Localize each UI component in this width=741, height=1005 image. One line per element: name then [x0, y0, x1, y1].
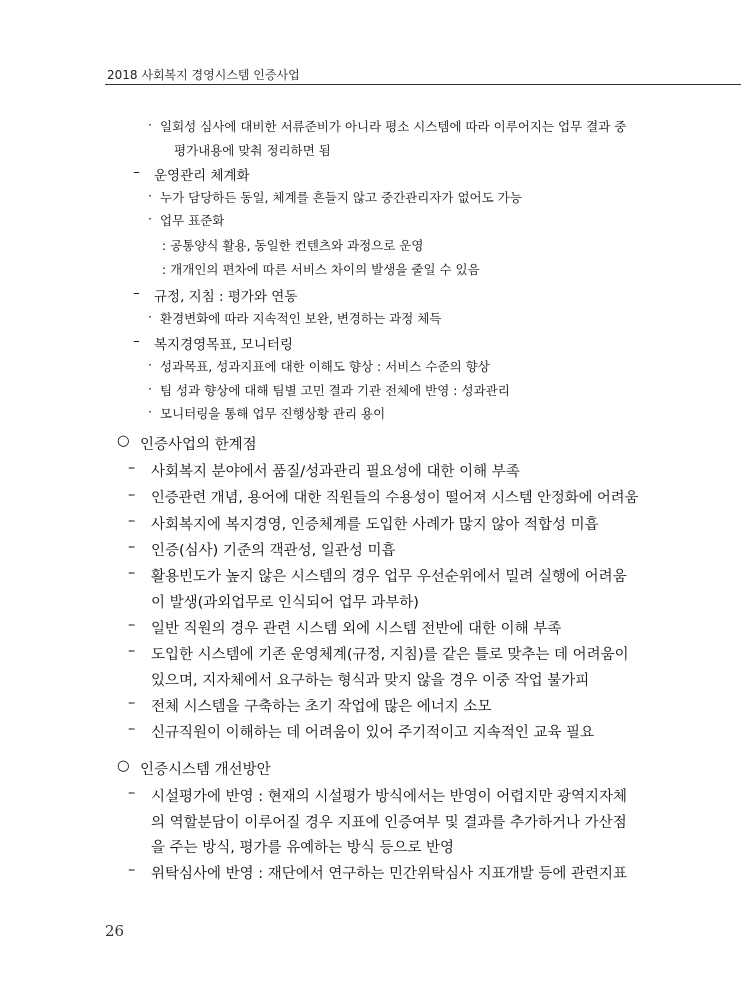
dot-marker: ·: [148, 404, 152, 419]
circle-marker: ○: [117, 433, 130, 449]
dash-marker: –: [128, 785, 136, 801]
section-heading: 인증시스템 개선방안: [140, 762, 271, 778]
list-item-cont: 의 역할분담이 이루어질 경우 지표에 인증여부 및 결과를 추가하거나 가산점: [151, 815, 627, 831]
list-item: 일반 직원의 경우 관련 시스템 외에 시스템 전반에 대한 이해 부족: [151, 621, 562, 637]
list-item-cont: 을 주는 방식, 평가를 유예하는 방식 등으로 반영: [151, 840, 455, 856]
dot-marker: ·: [148, 357, 152, 372]
bullet-text: 모니터링을 통해 업무 진행상황 관리 용이: [160, 406, 386, 421]
dot-marker: ·: [148, 309, 152, 324]
sub-heading: 운영관리 체계화: [154, 168, 250, 184]
dash-marker: –: [128, 643, 136, 659]
running-header: 2018 사회복지 경영시스템 인증사업: [107, 68, 300, 82]
list-item: 활용빈도가 높지 않은 시스템의 경우 업무 우선순위에서 밀려 실행에 어려움: [151, 569, 627, 585]
dot-marker: ·: [148, 381, 152, 396]
dot-marker: ·: [148, 117, 152, 132]
detail-text: : 개개인의 편차에 따른 서비스 차이의 발생을 줄일 수 있음: [162, 262, 480, 277]
list-item: 위탁심사에 반영 : 재단에서 연구하는 민간위탁심사 지표개발 등에 관련지표: [151, 866, 627, 882]
dash-marker: –: [128, 617, 136, 633]
bullet-text: 일회성 심사에 대비한 서류준비가 아니라 평소 시스템에 따라 이루어지는 업무 결과 중: [160, 119, 627, 134]
list-item: 사회복지에 복지경영, 인증체계를 도입한 사례가 많지 않아 적합성 미흡: [151, 517, 599, 533]
list-item: 인증관련 개념, 용어에 대한 직원들의 수용성이 떨어져 시스템 안정화에 어려움: [151, 490, 639, 506]
sub-heading: 복지경영목표, 모니터링: [154, 337, 293, 353]
header-rule: [105, 84, 741, 85]
list-item: 전체 시스템을 구축하는 초기 작업에 많은 에너지 소모: [151, 699, 492, 715]
dash-marker: –: [128, 460, 136, 476]
dash-marker: –: [128, 487, 136, 503]
list-item: 사회복지 분야에서 품질/성과관리 필요성에 대한 이해 부족: [151, 464, 520, 480]
dash-marker: –: [128, 721, 136, 737]
list-item: 인증(심사) 기준의 객관성, 일관성 미흡: [151, 543, 396, 559]
section-heading: 인증사업의 한계점: [140, 437, 257, 453]
dot-marker: ·: [148, 211, 152, 226]
list-item-cont: 있으며, 지자체에서 요구하는 형식과 맞지 않을 경우 이중 작업 불가피: [151, 673, 590, 689]
list-item: 시설평가에 반영 : 현재의 시설평가 방식에서는 반영이 어렵지만 광역지자체: [151, 789, 627, 805]
dash-marker: –: [128, 695, 136, 711]
bullet-text-cont: 평가내용에 맞춰 정리하면 됨: [174, 143, 331, 158]
dash-marker: –: [128, 539, 136, 555]
dash-marker: –: [133, 164, 140, 180]
bullet-text: 환경변화에 따라 지속적인 보완, 변경하는 과정 체득: [160, 311, 442, 326]
page-number: 26: [105, 922, 125, 940]
detail-text: : 공통양식 활용, 동일한 컨텐츠와 과정으로 운영: [162, 238, 424, 253]
bullet-text: 누가 담당하든 동일, 체계를 흔들지 않고 중간관리자가 없어도 가능: [160, 190, 522, 205]
circle-marker: ○: [117, 758, 130, 774]
sub-heading: 규정, 지침 : 평가와 연동: [154, 289, 298, 305]
bullet-text: 성과목표, 성과지표에 대한 이해도 향상 : 서비스 수준의 향상: [160, 359, 490, 374]
dash-marker: –: [128, 565, 136, 581]
bullet-text: 업무 표준화: [160, 213, 225, 228]
list-item-cont: 이 발생(과외업무로 인식되어 업무 과부하): [151, 595, 419, 611]
dot-marker: ·: [148, 188, 152, 203]
list-item: 도입한 시스템에 기존 운영체계(규정, 지침)를 같은 틀로 맞추는 데 어려움이: [151, 647, 629, 663]
dash-marker: –: [133, 285, 140, 301]
list-item: 신규직원이 이해하는 데 어려움이 있어 주기적이고 지속적인 교육 필요: [151, 725, 595, 741]
bullet-text: 팀 성과 향상에 대해 팀별 고민 결과 기관 전체에 반영 : 성과관리: [160, 383, 510, 398]
dash-marker: –: [128, 862, 136, 878]
dash-marker: –: [133, 333, 140, 349]
dash-marker: –: [128, 513, 136, 529]
